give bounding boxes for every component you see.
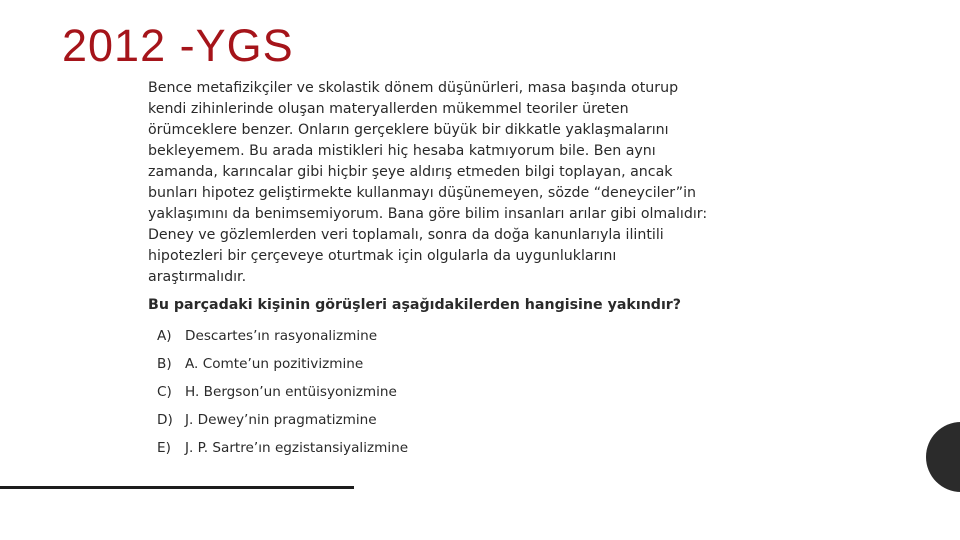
option-letter: E) (157, 440, 171, 456)
passage-line: yaklaşımını da benimsemiyorum. Bana göre bilim insanları arılar gibi olmalıdır: (148, 206, 708, 222)
option-letter: B) (157, 356, 172, 372)
option-text: A. Comte’un pozitivizmine (185, 356, 364, 372)
corner-circle-decoration (926, 422, 960, 492)
answer-option-a (157, 326, 408, 354)
passage-line: Deney ve gözlemlerden veri toplamalı, sonra da doğa kanunlarıyla ilintili (148, 227, 664, 243)
answer-option-d (157, 410, 408, 438)
passage-line: zamanda, karıncalar gibi hiçbir şeye aldırış etmeden bilgi toplayan, ancak (148, 164, 673, 180)
answer-options (157, 326, 408, 466)
option-text: H. Bergson’un entüisyonizmine (185, 384, 397, 400)
option-letter: A) (157, 328, 172, 344)
option-text: J. P. Sartre’ın egzistansiyalizmine (185, 440, 409, 456)
passage-line: kendi zihinlerinde oluşan materyallerden mükemmel teoriler üreten (148, 101, 629, 117)
answer-option-e (157, 438, 408, 466)
passage-line: bekleyemem. Bu arada mistikleri hiç hesaba katmıyorum bile. Ben aynı (148, 143, 656, 159)
question-prompt: Bu parçadaki kişinin görüşleri aşağıdakilerden hangisine yakındır? (148, 297, 682, 313)
option-letter: D) (157, 412, 173, 428)
question-passage (148, 78, 788, 288)
passage-line: örümceklere benzer. Onların gerçeklere büyük bir dikkatle yaklaşmalarını (148, 122, 669, 138)
passage-line: hipotezleri bir çerçeveye oturtmak için olgularla da uygunluklarını (148, 248, 617, 264)
passage-line: bunları hipotez geliştirmekte kullanmayı düşünemeyen, sözde “deneyciler”in (148, 185, 697, 201)
answer-option-c (157, 382, 408, 410)
option-text: J. Dewey’nin pragmatizmine (185, 412, 377, 428)
footer-divider (0, 486, 354, 489)
answer-option-b (157, 354, 408, 382)
option-text: Descartes’ın rasyonalizmine (185, 328, 378, 344)
option-letter: C) (157, 384, 172, 400)
passage-line: araştırmalıdır. (148, 269, 247, 285)
passage-line: Bence metafizikçiler ve skolastik dönem düşünürleri, masa başında oturup (148, 80, 679, 96)
slide-title: 2012 -YGS (62, 20, 294, 71)
